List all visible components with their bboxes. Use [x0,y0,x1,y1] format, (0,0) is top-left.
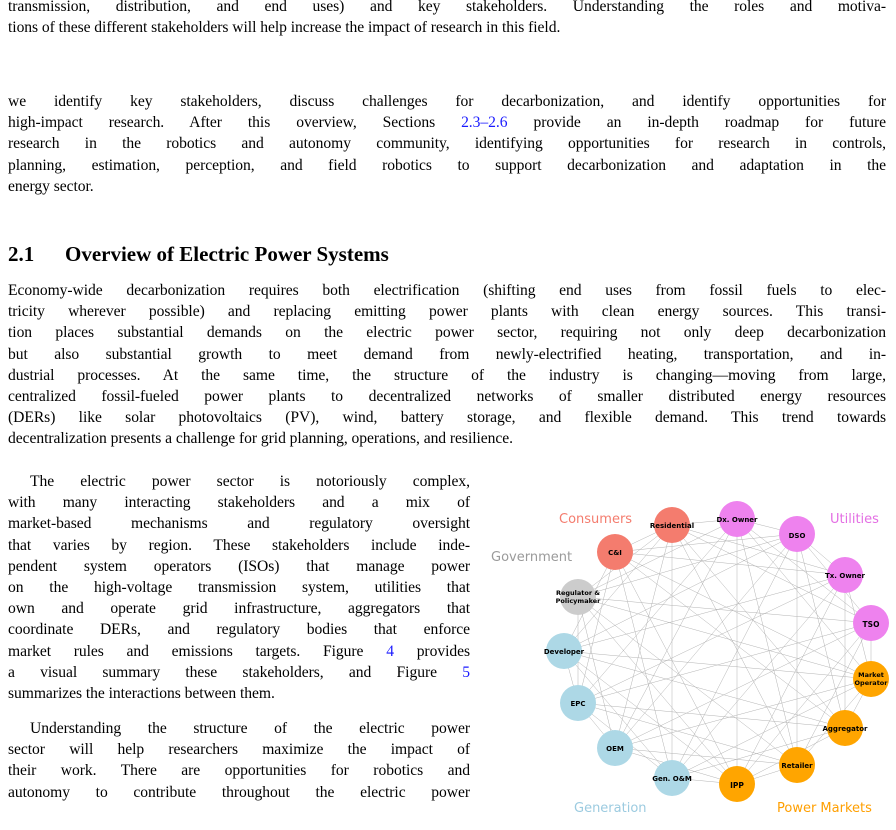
section-number: 2.1 [8,242,35,266]
text-line: with many interacting stakeholders and a mix of [8,494,470,512]
svg-text:EPC: EPC [570,700,586,708]
node-tx-owner [825,557,866,593]
text-line: energy sector. [8,177,94,195]
svg-text:Regulator &: Regulator & [555,589,601,597]
svg-text:Gen. O&M: Gen. O&M [652,775,692,783]
government-label: Government [491,550,573,565]
network-edge [578,703,845,728]
node-tso [853,605,889,641]
node-oem [597,730,633,766]
network-edge [615,519,737,748]
text-line: market rules and emissions targets. Figure 4 provides [8,642,470,660]
svg-text:Tx. Owner: Tx. Owner [825,572,865,580]
node-gen-om [652,760,692,796]
network-edge [797,623,871,765]
text-line: we identify key stakeholders, discuss challenges for decarbonization, and identify opportunities for [8,93,886,110]
svg-text:OEM: OEM [606,745,624,753]
text-line: The electric power sector is notoriously complex, [30,473,470,490]
text-line: (DERs) like solar photovoltaics (PV), wind, battery storage, and flexible demand. This trend towards [8,409,886,427]
network-edge [615,552,845,575]
svg-text:Developer: Developer [543,648,585,656]
text-line: Economy-wide decarbonization requires both electrification (shifting end uses from fossil fuels to elec- [8,282,886,299]
network-edge [672,575,845,778]
svg-text:Aggregator: Aggregator [822,725,868,733]
svg-text:DSO: DSO [788,532,806,540]
figure-4-link[interactable]: 4 [386,642,394,660]
network-edge [578,575,845,703]
text-line: coordinate DERs, and regulatory bodies that enforce [8,621,470,639]
network-diagram [488,498,892,826]
text-line: market-based mechanisms and regulatory oversight [8,515,470,533]
sections-link[interactable]: 2.3–2.6 [461,114,508,132]
svg-text:IPP: IPP [730,781,744,790]
text-line: Understanding the structure of the electric power [30,720,470,737]
network-edge [672,534,797,778]
text-line: planning, estimation, perception, and field robotics to support decarbonization and adaptation in the [8,156,886,174]
node-epc [560,685,596,721]
figure-5-link[interactable]: 5 [462,663,470,681]
decarbonization-paragraph [8,280,886,450]
stakeholder-network-figure [488,498,892,826]
text-line: summarizes the interactions between them. [8,685,275,703]
node-dx-owner [716,501,758,537]
network-edge [564,575,845,651]
text-line: their work. There are opportunities for robotics and [8,762,470,780]
network-edge [672,525,845,728]
svg-text:Market: Market [858,671,884,679]
text-line: sector will help researchers maximize the impact of [8,741,470,759]
node-retailer [779,747,815,783]
generation-label: Generation [574,801,647,816]
text-line: research in the robotics and autonomy community, identifying opportunities for research in controls, [8,135,886,153]
consumers-label: Consumers [559,512,633,527]
text-line: own and operate grid infrastructure, aggregators that [8,600,470,618]
node-residential [650,507,694,543]
network-edge [615,534,797,552]
svg-text:Policymaker: Policymaker [555,597,601,605]
network-edge [615,552,845,728]
intro-paragraph [8,0,886,38]
text-line: high-impact research. After this overview, Sections 2.3–2.6 provide an in-depth roadmap for future [8,114,886,132]
text-line: centralized fossil-fueled power plants to decentralized networks of smaller distributed energy resources [8,388,886,406]
svg-text:C&I: C&I [608,549,622,557]
overview-paragraph [8,91,886,197]
text-line: autonomy to contribute throughout the electric power [8,783,470,801]
text-line: tions of these different stakeholders will help increase the impact of research in this field. [8,19,561,37]
svg-text:Retailer: Retailer [781,762,813,770]
node-aggregator [823,710,869,746]
text-line: a visual summary these stakeholders, and Figure 5 [8,663,470,681]
node-market-operator [853,661,889,697]
text-line: pendent system operators (ISOs) that manage power [8,557,470,575]
text-line: but also substantial growth to meet demand from newly-electrified heating, transportation, and in- [8,345,886,363]
text-line: tricity wherever possible) and replacing emitting power plants with clean energy sources. This transi- [8,303,886,321]
network-edge [578,552,615,703]
section-heading [8,242,389,267]
text-line: on the high-voltage transmission system, utilities that [8,579,470,597]
node-developer [544,633,585,669]
text-line: decentralization presents a challenge for grid planning, operations, and resilience. [8,430,513,448]
research-impact-paragraph [8,718,470,803]
section-title: Overview of Electric Power Systems [65,242,389,266]
utilities-label: Utilities [830,512,879,527]
text-line: tion places substantial demands on the electric power sector, requiring not only deep decarbonization [8,324,886,342]
node-ipp [719,766,755,802]
text-line: that varies by region. These stakeholders include inde- [8,536,470,554]
stakeholders-paragraph [8,471,470,704]
svg-text:Dx. Owner: Dx. Owner [716,516,758,524]
node-dso [779,516,815,552]
svg-text:Residential: Residential [649,522,695,530]
node-ci [597,534,633,570]
network-edge [615,748,797,765]
network-edge [615,552,737,784]
svg-text:TSO: TSO [862,620,880,629]
network-edge [564,651,871,679]
power-markets-label: Power Markets [777,801,872,816]
network-edge [672,525,797,765]
text-line: dustrial processes. At the same time, the structure of the industry is changing—moving from large, [8,366,886,384]
text-line: transmission, distribution, and end uses) and key stakeholders. Understanding the roles and motiva- [8,0,886,15]
svg-text:Operator: Operator [854,679,888,687]
